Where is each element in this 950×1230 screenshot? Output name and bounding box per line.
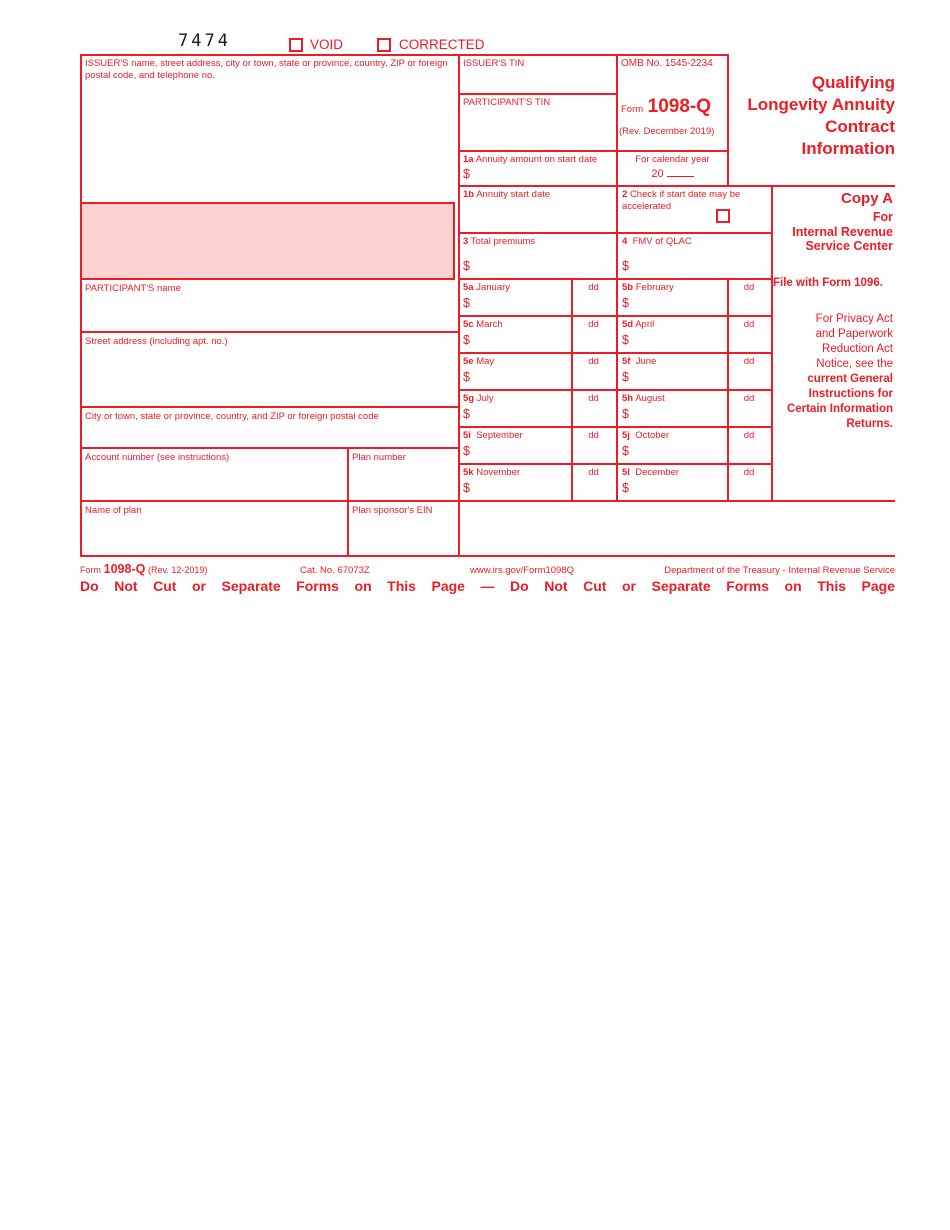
grid-line	[80, 555, 895, 557]
month-label-5c: 5c March	[463, 319, 503, 330]
form-title	[728, 72, 895, 160]
box-2-text: Check if start date may be accelerated	[622, 189, 741, 213]
privacy-line: Certain Information	[786, 403, 893, 415]
city-label: City or town, state or province, country, and ZIP or foreign postal code	[85, 411, 379, 422]
title-line: Longevity Annuity	[747, 95, 895, 114]
dollar-sign: $	[463, 444, 470, 458]
grid-line	[80, 406, 458, 408]
catalog-number: Cat. No. 67073Z	[300, 565, 370, 576]
plan-number-label: Plan number	[352, 452, 406, 463]
month-label-5g: 5g July	[463, 393, 494, 404]
form-print-code: 7474	[178, 31, 231, 51]
box-4-text: FMV of QLAC	[632, 236, 692, 247]
field-5l-day[interactable]	[727, 463, 771, 478]
month-label-5d: 5d April	[622, 319, 655, 330]
privacy-note-bold	[773, 372, 893, 432]
box-1b-field[interactable]	[460, 187, 614, 230]
calendar-year-field[interactable]	[618, 152, 727, 183]
field-5d-april[interactable]	[616, 315, 727, 352]
footer-form-number: 1098-Q	[103, 562, 146, 576]
issuer-info-label: ISSUER'S name, street address, city or town, state or province, country, ZIP or foreign postal code, and telephone no.	[85, 58, 448, 82]
participant-name-label: PARTICIPANT'S name	[85, 283, 181, 294]
copy-a-line: Internal Revenue	[792, 224, 893, 239]
box-4-field[interactable]	[618, 234, 769, 276]
calendar-year-label: For calendar year	[635, 154, 710, 165]
box-2-label	[622, 189, 762, 213]
name-of-plan-field[interactable]	[82, 503, 345, 554]
box-3-label	[463, 236, 535, 248]
month-label-5h: 5h August	[622, 393, 665, 404]
dollar-sign: $	[463, 481, 470, 495]
plan-number-field[interactable]	[349, 450, 456, 499]
privacy-line: and Paperwork	[815, 328, 893, 340]
box-4-num: 4	[622, 236, 628, 247]
form-number: 1098-Q	[647, 96, 711, 117]
name-of-plan-label: Name of plan	[85, 505, 142, 516]
month-label-5i: 5i September	[463, 430, 523, 441]
field-5h-day[interactable]	[727, 389, 771, 404]
title-line: Contract	[825, 117, 895, 136]
field-5b-day[interactable]	[727, 278, 771, 293]
city-field[interactable]	[82, 409, 456, 446]
box-3-field[interactable]	[460, 234, 614, 276]
box-1a-text: Annuity amount on start date	[475, 154, 598, 165]
calendar-year-blank[interactable]	[667, 165, 694, 177]
do-not-cut-banner: Do Not Cut or Separate Forms on This Page — Do Not Cut or Separate Forms on This Page	[80, 578, 895, 594]
dollar-sign: $	[622, 481, 629, 495]
box-1b-text: Annuity start date	[476, 189, 551, 200]
file-with-note: File with Form 1096.	[773, 277, 883, 289]
box-1a-label	[463, 154, 597, 166]
field-5a-day[interactable]	[571, 278, 616, 293]
month-label-5j: 5j October	[622, 430, 670, 441]
box-1a-field[interactable]	[460, 152, 614, 183]
field-5g-july[interactable]	[458, 389, 571, 426]
treasury-line: Department of the Treasury - Internal Revenue Service	[664, 565, 895, 576]
privacy-note	[773, 312, 893, 372]
dollar-sign: $	[463, 259, 470, 273]
box-1a-num: 1a	[463, 154, 474, 165]
privacy-line: Notice, see the	[816, 358, 893, 370]
dd-label: dd	[588, 356, 599, 367]
issuer-tin-label: ISSUER'S TIN	[463, 58, 525, 69]
dd-label: dd	[588, 282, 599, 293]
participant-tin-label: PARTICIPANT'S TIN	[463, 97, 551, 108]
field-5j-day[interactable]	[727, 426, 771, 441]
field-5f-june[interactable]	[616, 352, 727, 389]
form-revision: (Rev. December 2019)	[619, 126, 715, 137]
month-label-5k: 5k November	[463, 467, 521, 478]
month-label-5a: 5a January	[463, 282, 511, 293]
footer-form-id	[80, 562, 207, 576]
dd-label: dd	[743, 319, 755, 330]
box-4-label	[622, 236, 692, 248]
field-5k-november[interactable]	[458, 463, 571, 500]
form-number-block	[621, 96, 711, 118]
privacy-line: current General	[807, 373, 893, 385]
corrected-checkbox[interactable]	[377, 38, 391, 52]
month-label-5b: 5b February	[622, 282, 674, 293]
field-5i-day[interactable]	[571, 426, 616, 441]
irs-website-link[interactable]: www.irs.gov/Form1098Q	[470, 565, 575, 576]
month-label-5f: 5f June	[622, 356, 657, 367]
start-date-accelerated-checkbox[interactable]	[716, 209, 730, 223]
calendar-year-entry	[618, 165, 727, 180]
participant-name-field[interactable]	[82, 281, 456, 330]
box-2-num: 2	[622, 189, 628, 200]
dollar-sign: $	[463, 370, 470, 384]
dd-label: dd	[588, 430, 599, 441]
month-label-5e: 5e May	[463, 356, 495, 367]
corrected-label: CORRECTED	[399, 37, 485, 52]
dd-label: dd	[588, 393, 599, 404]
copy-a-heading: Copy A	[841, 190, 893, 207]
grid-line	[80, 447, 458, 449]
dd-label: dd	[743, 356, 755, 367]
void-checkbox[interactable]	[289, 38, 303, 52]
field-5j-october[interactable]	[616, 426, 727, 463]
title-line: Qualifying	[811, 73, 895, 92]
box-1b-label	[463, 189, 550, 201]
dollar-sign: $	[463, 407, 470, 421]
privacy-line: Reduction Act	[822, 343, 893, 355]
dollar-sign: $	[622, 333, 629, 347]
omb-form-box	[618, 56, 727, 148]
dollar-sign: $	[622, 444, 629, 458]
box-1b-num: 1b	[463, 189, 475, 200]
dd-label: dd	[743, 467, 755, 478]
footer-form-word: Form	[80, 565, 101, 575]
privacy-line: Instructions for	[808, 388, 893, 400]
field-5f-day[interactable]	[727, 352, 771, 367]
form-word: Form	[621, 104, 644, 115]
field-5g-day[interactable]	[571, 389, 616, 404]
plan-sponsor-ein-label: Plan sponsor's EIN	[352, 505, 433, 516]
dollar-sign: $	[622, 259, 629, 273]
field-5l-december[interactable]	[616, 463, 727, 500]
dd-label: dd	[743, 393, 755, 404]
field-5e-day[interactable]	[571, 352, 616, 367]
dollar-sign: $	[622, 296, 629, 310]
field-5i-september[interactable]	[458, 426, 571, 463]
plan-sponsor-ein-field[interactable]	[349, 503, 456, 554]
field-5d-day[interactable]	[727, 315, 771, 330]
dd-label: dd	[588, 467, 599, 478]
grid-line	[80, 331, 458, 333]
dd-label: dd	[588, 319, 599, 330]
dd-label: dd	[743, 282, 755, 293]
field-5a-january[interactable]	[458, 278, 571, 315]
shaded-reserved-area	[80, 202, 455, 280]
dollar-sign: $	[463, 296, 470, 310]
box-2-field[interactable]	[618, 187, 769, 230]
copy-a-line: Service Center	[805, 239, 893, 253]
box-3-text: Total premiums	[470, 236, 536, 247]
omb-number: OMB No. 1545-2234	[621, 58, 713, 69]
calendar-year-prefix: 20	[651, 168, 664, 180]
participant-tin-field[interactable]	[460, 95, 614, 148]
month-label-5l: 5l December	[622, 467, 680, 478]
issuer-info-field[interactable]	[82, 56, 456, 200]
street-address-field[interactable]	[82, 334, 456, 405]
dd-label: dd	[743, 430, 755, 441]
account-number-field[interactable]	[82, 450, 345, 499]
account-number-label: Account number (see instructions)	[85, 452, 230, 463]
title-line: Information	[801, 139, 895, 158]
street-address-label: Street address (including apt. no.)	[85, 336, 228, 347]
copy-a-for-block	[773, 210, 893, 254]
dollar-sign: $	[463, 167, 470, 181]
field-5c-march[interactable]	[458, 315, 571, 352]
void-label: VOID	[310, 37, 344, 52]
issuer-tin-field[interactable]	[460, 56, 614, 91]
field-5c-day[interactable]	[571, 315, 616, 330]
dollar-sign: $	[622, 407, 629, 421]
footer-revision: (Rev. 12-2019)	[147, 565, 208, 575]
field-5k-day[interactable]	[571, 463, 616, 478]
privacy-line: Returns.	[846, 418, 893, 430]
box-3-num: 3	[463, 236, 469, 247]
dollar-sign: $	[463, 333, 470, 347]
dollar-sign: $	[622, 370, 629, 384]
privacy-line: For Privacy Act	[815, 313, 893, 325]
field-5e-may[interactable]	[458, 352, 571, 389]
copy-a-line: For	[872, 210, 893, 224]
field-5h-august[interactable]	[616, 389, 727, 426]
field-5b-february[interactable]	[616, 278, 727, 315]
